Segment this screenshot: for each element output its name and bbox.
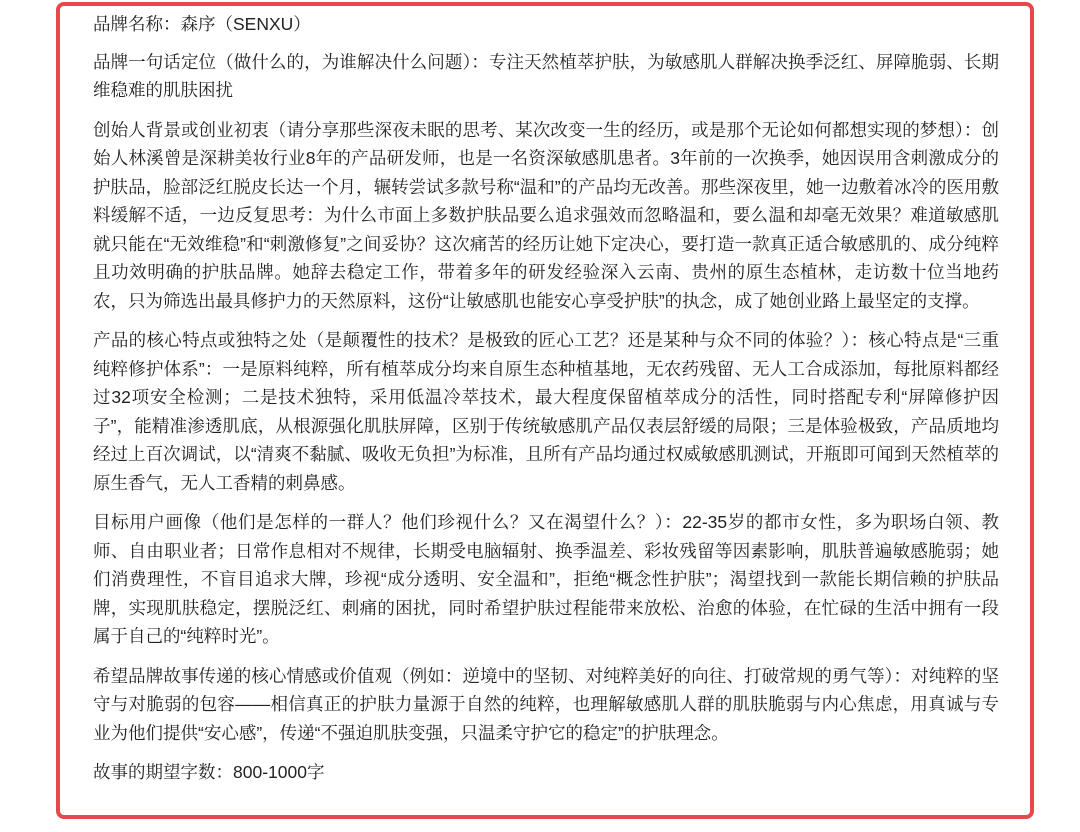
brand-positioning-paragraph: 品牌一句话定位（做什么的，为谁解决什么问题）：专注天然植萃护肤，为敏感肌人群解决换季泛红、屏障脆弱、长期维稳难的肌肤困扰 [93,51,999,100]
brand-brief-content [93,10,999,798]
word-count-paragraph: 故事的期望字数：800-1000字 [93,762,325,782]
founder-background-paragraph: 创始人背景或创业初衷（请分享那些深夜未眠的思考、某次改变一生的经历，或是那个无论如何都想实现的梦想）：创始人林溪曾是深耕美妆行业8年的产品研发师，也是一名资深敏感肌患者。3年前的一次换季，她因误用含刺激成分的护肤品，脸部泛红脱皮长达一个月，辗转尝试多款号称“温和”的产品均无改善。那些深夜里，她一边敷着冰冷的医用敷料缓解不适，一边反复思考：为什么市面上多数护肤品要么追求强效而忽略温和，要么温和却毫无效果？难道敏感肌就只能在“无效维稳”和“刺激修复”之间妥协？这次痛苦的经历让她下定决心，要打造一款真正适合敏感肌的、成分纯粹且功效明确的护肤品牌。她辞去稳定工作，带着多年的研发经验深入云南、贵州的原生态植林，走访数十位当地药农，只为筛选出最具修护力的天然原料，这份“让敏感肌也能安心享受护肤”的执念，成了她创业路上最坚定的支撑。 [93,119,999,311]
product-features-paragraph: 产品的核心特点或独特之处（是颠覆性的技术？是极致的匠心工艺？还是某种与众不同的体验？）：核心特点是“三重纯粹修护体系”：一是原料纯粹，所有植萃成分均来自原生态种植基地，无农药残留、无人工合成添加，每批原料都经过32项安全检测；二是技术独特，采用低温冷萃技术，最大程度保留植萃成分的活性，同时搭配专利“屏障修护因子”，能精准渗透肌底，从根源强化肌肤屏障，区别于传统敏感肌产品仅表层舒缓的局限；三是体验极致，产品质地均经过上百次调试，以“清爽不黏腻、吸收无负担”为标准，且所有产品均通过权威敏感肌测试，开瓶即可闻到天然植萃的原生香气，无人工香精的刺鼻感。 [93,330,999,493]
document-frame [56,2,1034,819]
target-users-paragraph: 目标用户画像（他们是怎样的一群人？他们珍视什么？又在渴望什么？）：22-35岁的都市女性，多为职场白领、教师、自由职业者；日常作息相对不规律，长期受电脑辐射、换季温差、彩妆残留等因素影响，肌肤普遍敏感脆弱；她们消费理性，不盲目追求大牌，珍视“成分透明、安全温和”，拒绝“概念性护肤”；渴望找到一款能长期信赖的护肤品牌，实现肌肤稳定，摆脱泛红、刺痛的困扰，同时希望护肤过程能带来放松、治愈的体验，在忙碌的生活中拥有一段属于自己的“纯粹时光”。 [93,512,999,646]
core-values-paragraph: 希望品牌故事传递的核心情感或价值观（例如：逆境中的坚韧、对纯粹美好的向往、打破常规的勇气等）：对纯粹的坚守与对脆弱的包容——相信真正的护肤力量源于自然的纯粹，也理解敏感肌人群的肌肤脆弱与内心焦虑，用真诚与专业为他们提供“安心感”，传递“不强迫肌肤变强，只温柔守护它的稳定”的护肤理念。 [93,665,999,743]
brand-name-paragraph: 品牌名称：森序（SENXU） [93,14,311,34]
